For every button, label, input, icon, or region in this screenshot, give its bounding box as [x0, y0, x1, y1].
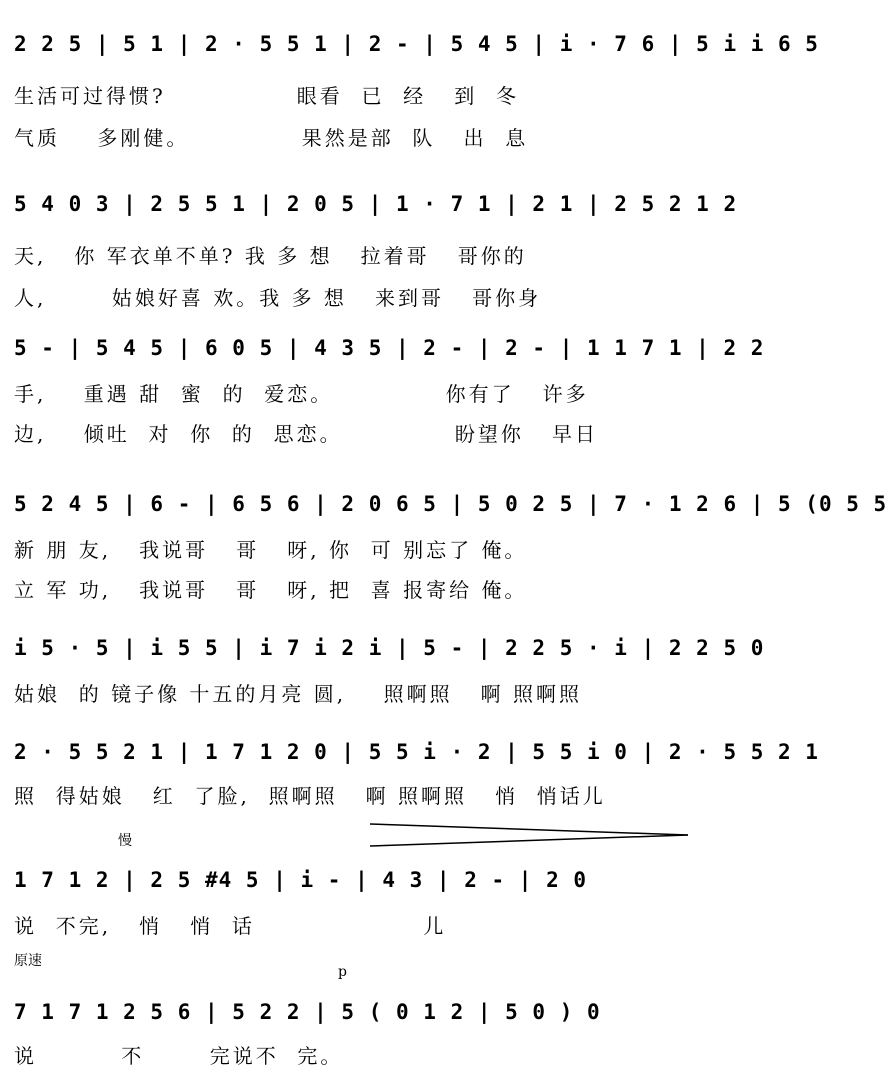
jianpu-notes: 5 4 0 3 | 2 5 5 1 | 2 0 5 | 1 · 7 1 | 2 1 | 2 5 2 1 2 [14, 192, 738, 216]
dynamic-mark-piano: p [338, 964, 347, 980]
jianpu-notes: 5 2 4 5 | 6 - | 6 5 6 | 2 0 6 5 | 5 0 2 5 | 7 · 1 2 6 | 5 (0 5 5 [14, 492, 887, 516]
jianpu-notes: i 5 · 5 | i 5 5 | i 7 i 2 i | 5 - | 2 2 5 · i | 2 2 5 0 [14, 636, 765, 660]
notation-line [14, 484, 887, 524]
lyric-verse-2: 人, 姑娘好喜 欢。我 多 想 来到哥 哥你身 [14, 286, 542, 310]
jianpu-notes: 2 · 5 5 2 1 | 1 7 1 2 0 | 5 5 i · 2 | 5 5 i 0 | 2 · 5 5 2 1 [14, 740, 819, 764]
lyric-line: 说 不完, 悄 悄 话 儿 [14, 914, 447, 938]
lyric-verse-2: 边, 倾吐 对 你 的 思恋。 盼望你 早日 [14, 422, 599, 446]
jianpu-notes: 2 2 5 | 5 1 | 2 · 5 5 1 | 2 - | 5 4 5 | i · 7 6 | 5 i i 6 5 [14, 32, 819, 56]
jianpu-notes: 1 7 1 2 | 2 5 #4 5 | i - | 4 3 | 2 - | 2 0 [14, 868, 588, 892]
lyric-line: 照 得姑娘 红 了脸, 照啊照 啊 照啊照 悄 悄话儿 [14, 784, 606, 808]
notation-line [14, 24, 819, 64]
notation-line [14, 992, 758, 1032]
notation-line [14, 628, 765, 668]
jianpu-notes: 7 1 7 1 2 5 6 | 5 2 2 | 5 ( 0 1 2 | 5 0 ) 0 [14, 1000, 601, 1024]
lyric-line: 姑娘 的 镜子像 十五的月亮 圆, 照啊照 啊 照啊照 [14, 682, 583, 706]
tempo-mark-slow: 慢 [118, 833, 132, 849]
notation-line [14, 328, 765, 368]
lyric-verse-2: 气质 多刚健。 果然是部 队 出 息 [14, 126, 529, 150]
lyric-verse-1: 手, 重遇 甜 蜜 的 爱恋。 你有了 许多 [14, 382, 589, 406]
notation-line [14, 732, 819, 772]
decrescendo-hairpin [370, 822, 690, 850]
lyric-verse-1: 生活可过得惯? 眼看 已 经 到 冬 [14, 84, 519, 108]
tempo-mark-original: 原速 [14, 953, 42, 969]
notation-line [14, 860, 758, 900]
notation-line [14, 184, 758, 224]
lyric-line: 说 不 完说不 完。 [14, 1044, 344, 1068]
lyric-verse-2: 立 军 功, 我说哥 哥 呀, 把 喜 报寄给 俺。 [14, 578, 528, 602]
jianpu-notes: 5 - | 5 4 5 | 6 0 5 | 4 3 5 | 2 - | 2 - | 1 1 7 1 | 2 2 [14, 336, 765, 360]
lyric-verse-1: 天, 你 军衣单不单? 我 多 想 拉着哥 哥你的 [14, 244, 527, 268]
lyric-verse-1: 新 朋 友, 我说哥 哥 呀, 你 可 别忘了 俺。 [14, 538, 528, 562]
